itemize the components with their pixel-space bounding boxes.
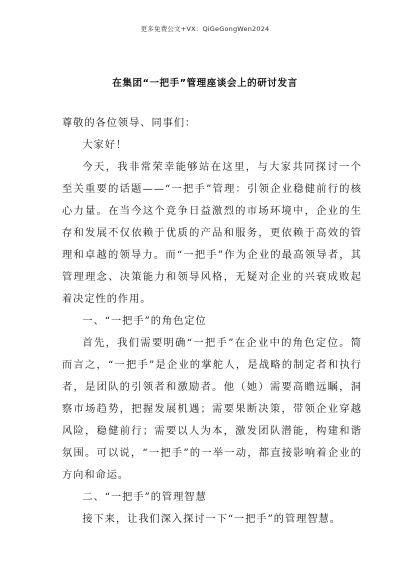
document-body [62, 113, 362, 531]
paragraph-section-2: 接下来，让我们深入探讨一下“一把手”的管理智慧。 [82, 514, 341, 525]
salutation: 尊敬的各位领导、同事们： [62, 118, 197, 129]
header-note: 更多免费公文+VX：QiGeGongWen2024 [140, 25, 270, 33]
document-title: 在集团“一把手”管理座谈会上的研讨发言 [112, 78, 298, 89]
section-heading-2: 二、“一把手”的管理智慧 [82, 492, 207, 503]
section-heading-1: 一、“一把手”的角色定位 [82, 316, 207, 327]
greeting: 大家好！ [82, 140, 128, 151]
paragraph-intro: 今天，我非常荣幸能够站在这里，与大家共同探讨一个至关重要的话题——“一把手”管理：引领企业稳健前行的核心力量。在当今这个竞争日益激烈的市场环境中，企业的生存和发展不仅依赖于优质的产品和服务，更依赖于高效的管理和卓越的领导力。而“一把手”作为企业的最高领导者，其管理理念、决策能力和领导风格，无疑对企业的兴衰成败起着决定性的作用。 [62, 162, 362, 305]
paragraph-section-1: 首先，我们需要明确“一把手”在企业中的角色定位。简而言之，“一把手”是企业的掌舵人，是战略的制定者和执行者，是团队的引领者和激励者。他（她）需要高瞻远瞩，洞察市场趋势，把握发展机遇；需要果断决策，带领企业穿越风险，稳健前行；需要以人为本，激发团队潜能，构建和谐氛围。可以说，“一把手”的一举一动，都直接影响着企业的方向和命运。 [62, 338, 362, 481]
